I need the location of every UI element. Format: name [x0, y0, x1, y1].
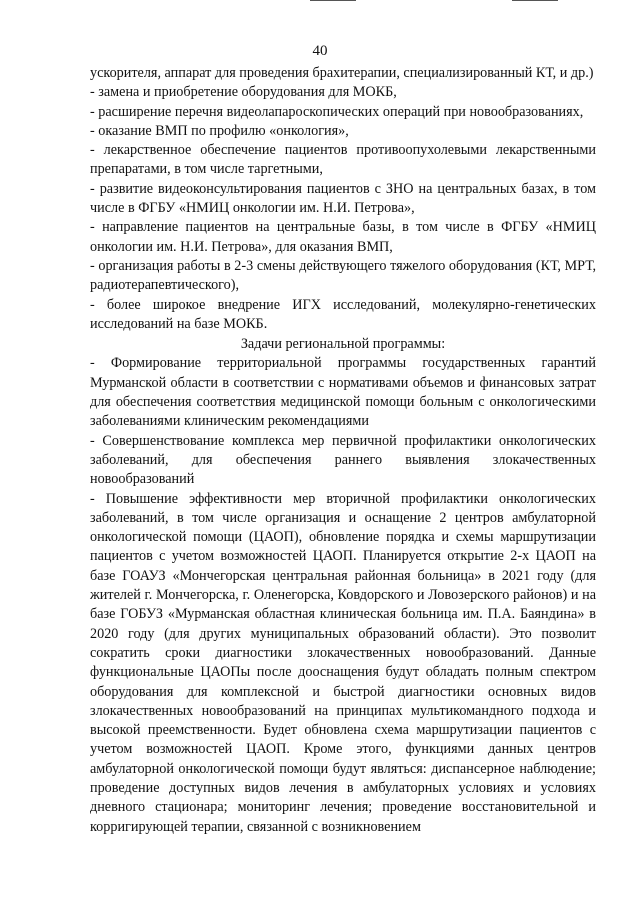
section-heading: Задачи региональной программы:	[240, 336, 446, 353]
top-rule-left	[310, 0, 356, 1]
page-number: 40	[312, 43, 328, 59]
list-item-video-consulting: - развитие видеоконсультирования пациентов с ЗНО на центральных базах, в том числе в ФГБУ «НМИЦ онкологии им. Н.И. Петрова»,	[90, 180, 596, 217]
task-item-secondary-prevention: - Повышение эффективности мер вторичной профилактики онкологических заболеваний, в том числе организация и оснащение 2 центров амбулаторной онкологической помощи (ЦАОП), обновление порядка и схемы маршрутизации пациентов с учетом возможностей ЦАОП. Планируется открытие 2-х ЦАОП на базе ГОАУЗ «Мончегорская центральная районная больница» в 2021 году (для жителей г. Мончегорска, г. Оленегорска, Ковдорского и Ловозерского районов) и на базе ГОБУЗ «Мурманская областная клиническая больница им. П.А. Баяндина» в 2020 году (для других муниципальных образований области). Это позволит сократить сроки диагностики злокачественных новообразований. Данные функциональные ЦАОПы после дооснащения будут обладать полным спектром оборудования для комплексной и быстрой диагностики основных видов злокачественных новообразований на принципах мультикомандного подхода и высокой преемственности. Будет обновлена схема маршрутизации пациентов с учетом возможностей ЦАОП. Кроме этого, функциями данных центров амбулаторной онкологической помощи будут являться: диспансерное наблюдение; проведение доступных видов лечения в амбулаторных условиях и условиях дневного стационара; мониторинг лечения; проведение восстановительной и корригирующей терапии, связанной с возникновением	[90, 490, 596, 835]
top-rule-right	[512, 0, 558, 1]
list-item-patient-referral: - направление пациентов на центральные базы, в том числе в ФГБУ «НМИЦ онкологии им. Н.И. Петрова», для оказания ВМП,	[90, 219, 596, 255]
task-item-primary-prevention: - Совершенствование комплекса мер первичной профилактики онкологических заболеваний, для обеспечения раннего выявления злокачественных новообразований	[90, 432, 596, 488]
list-item-mokb-equipment: - замена и приобретение оборудования для МОКБ,	[90, 84, 397, 101]
list-item-videolaparoscopy: - расширение перечня видеолапароскопических операций при новообразованиях,	[90, 103, 584, 120]
list-item-igh-research: - более широкое внедрение ИГХ исследований, молекулярно-генетических исследований на базе МОКБ.	[90, 296, 596, 332]
list-item-drug-supply: - лекарственное обеспечение пациентов противоопухолевыми лекарственными препаратами, в том числе таргетными,	[90, 142, 596, 178]
task-item-territorial-program: - Формирование территориальной программы государственных гарантий Мурманской области в соответствии с нормативами объемов и финансовых затрат для обеспечения соответствия медицинской помощи больным с онкологическими заболеваниями клиническим рекомендациями	[90, 355, 596, 430]
document-body	[90, 64, 596, 837]
list-item-shift-work: - организация работы в 2-3 смены действующего тяжелого оборудования (КТ, МРТ, радиотерапевтического),	[90, 257, 596, 294]
list-item-vmp-oncology: - оказание ВМП по профилю «онкология»,	[90, 122, 349, 139]
paragraph-equipment-continued: ускорителя, аппарат для проведения брахитерапии, специализированный КТ, и др.)	[90, 65, 594, 81]
